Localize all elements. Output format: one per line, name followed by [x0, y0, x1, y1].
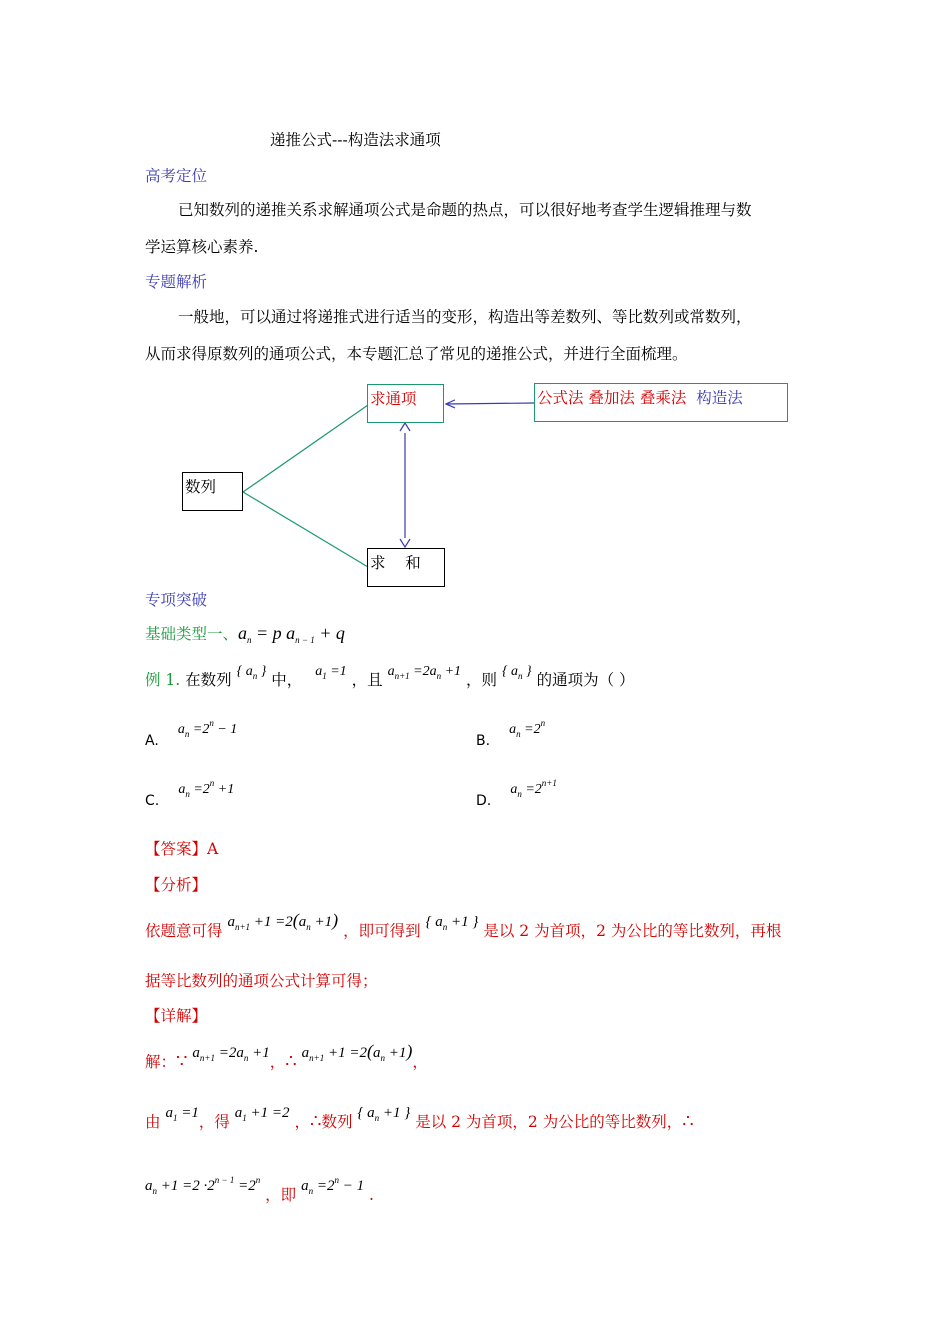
detail-label: 【详解】	[145, 1007, 208, 1025]
arrow-line	[446, 403, 534, 404]
arrow-head-down	[400, 539, 410, 547]
paragraph: 从而求得原数列的通项公式，本专题汇总了常见的递推公式，并进行全面梳理。	[145, 345, 688, 363]
analysis-line-1: 依题意可得 $a_{n+1} +1 =2(a_n +1)$ ，即可得到 { $a_n +1$ } 是以 2 为首项，2 为公比的等比数列，再根	[145, 910, 782, 940]
detail-line-1: 解：∵ $a_{n+1} =2a_n +1$，∴ $a_{n+1} +1 =2(a_n +1)$，	[145, 1041, 428, 1072]
sequence-box	[182, 472, 243, 511]
paragraph: 学运算核心素养.	[145, 238, 259, 256]
methods-label: 公式法 叠加法 叠乘法 构造法	[537, 389, 743, 407]
answer-label: 【答案】A	[145, 840, 219, 858]
analysis-label: 【分析】	[145, 876, 208, 894]
connector-line	[243, 405, 368, 492]
section-heading-breakthrough: 专项突破	[145, 591, 208, 609]
example-1-question: 例 1. 在数列 { $a_n$ } 中， $a_1 =1$ ，且 $a_{n+1} =2a_n +1$ ，则 { $a_n$ } 的通项为（ ）	[145, 664, 635, 689]
detail-line-2: 由 $a_1 =1$，得 $a_1 +1 =2$ ，∴数列 { $a_n +1$ } 是以 2 为首项，2 为公比的等比数列，∴	[145, 1105, 694, 1132]
general-term-box	[367, 384, 444, 423]
sequence-label: 数列	[185, 478, 217, 496]
sum-box	[367, 548, 445, 587]
methods-box	[534, 383, 788, 422]
page-title: 递推公式---构造法求通项	[270, 131, 441, 149]
option-d: D. $a_n =2^{n+1}$	[476, 778, 557, 809]
section-heading-positioning: 高考定位	[145, 167, 208, 185]
general-term-label: 求通项	[370, 390, 417, 408]
detail-line-3: $a_n +1 =2 \cdot 2^{n - 1} =2^n$ ，即 $a_n =2^n - 1$ .	[145, 1175, 374, 1204]
analysis-line-2: 据等比数列的通项公式计算可得；	[145, 972, 378, 990]
connector-line	[243, 492, 368, 567]
option-b: B. $a_n =2^n$	[476, 718, 546, 749]
section-heading-analysis: 专题解析	[145, 273, 208, 291]
paragraph: 已知数列的递推关系求解通项公式是命题的热点，可以很好地考查学生逻辑推理与数	[178, 201, 752, 219]
option-a: A. $a_n =2^n - 1$	[145, 718, 238, 749]
paragraph: 一般地，可以通过将递推式进行适当的变形，构造出等差数列、等比数列或常数列，	[178, 308, 752, 326]
type-heading: 基础类型一、$a_n = p$ $a_{n - 1} + q$	[145, 623, 345, 645]
sum-label: 求 和	[370, 554, 421, 572]
type-formula: $a_n = p$ $a_{n - 1} + q$	[238, 623, 345, 645]
arrow-head-up	[400, 423, 410, 431]
option-c: C. $a_n =2^n +1$	[145, 778, 235, 809]
